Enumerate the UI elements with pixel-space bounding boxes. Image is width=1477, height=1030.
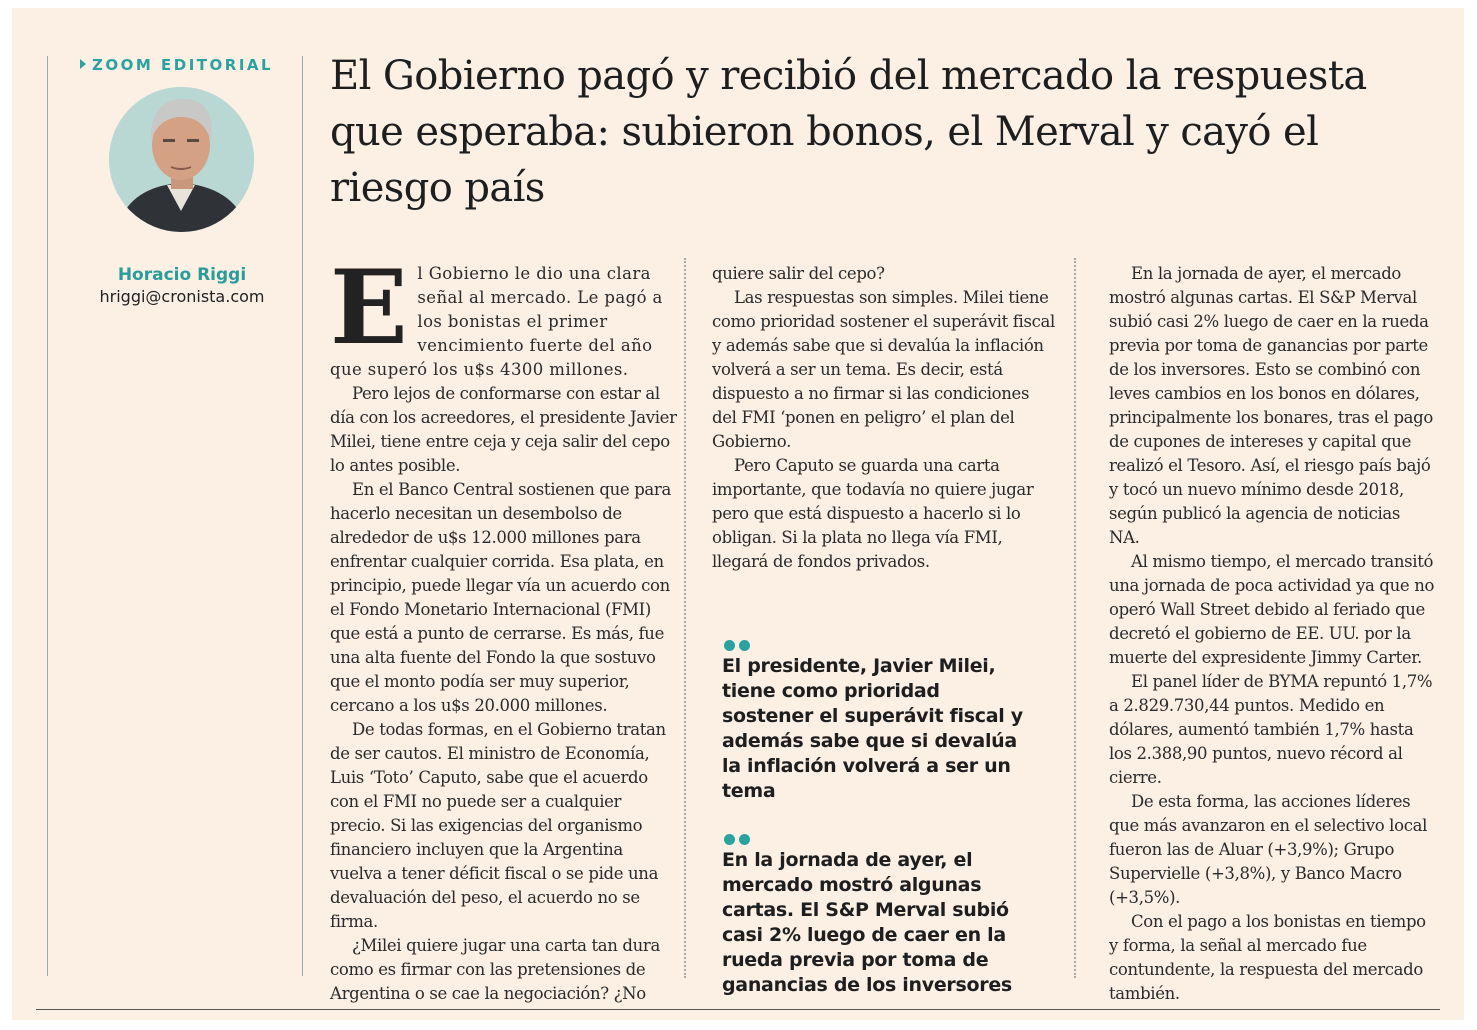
author-portrait-image <box>109 87 254 232</box>
arrow-icon <box>80 59 86 69</box>
pull-quote-marker <box>724 636 754 648</box>
column-divider <box>684 258 686 978</box>
headline: El Gobierno pagó y recibió del mercado la respuesta que esperaba: subieron bonos, el Merval y cayó el riesgo país <box>330 53 1367 211</box>
paragraph: En la jornada de ayer, el mercado mostró algunas cartas. El S&P Merval subió casi 2% luego de caer en la rueda previa por toma de ganancias por parte de los inversores. Esto se combinó con leves cambios en los bonos en dólares, principalmente los bonares, tras el pago de cupones de intereses y capital que realizó el Tesoro. Así, el riesgo país bajó y tocó un nuevo mínimo desde 2018, según publicó la agencia de noticias NA. <box>1109 264 1433 547</box>
author-photo <box>109 87 254 232</box>
dot-icon <box>739 834 750 845</box>
paragraph: El panel líder de BYMA repuntó 1,7% a 2.829.730,44 puntos. Medido en dólares, aumentó también 1,7% hasta los 2.388,90 puntos, nuevo récord al cierre. <box>1109 672 1433 787</box>
column-divider <box>1074 258 1076 978</box>
paragraph: De esta forma, las acciones líderes que más avanzaron en el selectivo local fueron las de Aluar (+3,9%); Grupo Supervielle (+3,8%), y Banco Macro (+3,5%). <box>1109 792 1428 907</box>
article-column-3 <box>1109 262 1435 1006</box>
author-email: hriggi@cronista.com <box>99 287 265 306</box>
sidebar-divider <box>302 56 303 976</box>
pull-quote: En la jornada de ayer, el mercado mostró algunas cartas. El S&P Merval subió casi 2% luego de caer en la rueda previa por toma de ganancias de los inversores <box>722 849 1012 996</box>
newspaper-page <box>12 8 1464 1020</box>
paragraph: Con el pago a los bonistas en tiempo y forma, la señal al mercado fue contundente, la respuesta del mercado también. <box>1109 912 1426 1003</box>
paragraph: En el Banco Central sostienen que para hacerlo necesitan un desembolso de alrededor de u$s 12.000 millones para enfrentar cualquier corrida. Esa plata, en principio, puede llegar vía un acuerdo con el Fondo Monetario Internacional (FMI) que está a punto de cerrarse. Es más, fue una alta fuente del Fondo la que sostuvo que el monto podía ser muy superior, cercano a los u$s 20.000 millones. <box>330 480 671 715</box>
article-column-1 <box>330 248 678 1006</box>
dot-icon <box>739 640 750 651</box>
paragraph: De todas formas, en el Gobierno tratan de ser cautos. El ministro de Economía, Luis ‘Toto’ Caputo, sabe que el acuerdo con el FMI no puede ser a cualquier precio. Si las exigencias del organismo financiero incluyen que la Argentina vuelva a tener déficit fiscal o se pide una devaluación del peso, el acuerdo no se firma. <box>330 720 666 931</box>
pull-quote: El presidente, Javier Milei, tiene como prioridad sostener el superávit fiscal y además sabe que si devalúa la inflación volverá a ser un tema <box>722 655 1023 802</box>
lead-paragraph: El Gobierno le dio una clara señal al mercado. Le pagó a los bonistas el primer vencimiento fuerte del año que superó los u$s 4300 millones. <box>330 248 663 379</box>
article-column-2 <box>712 262 1057 574</box>
drop-cap: E <box>330 248 408 368</box>
paragraph: Las respuestas son simples. Milei tiene como prioridad sostener el superávit fiscal y además sabe que si devalúa la inflación volverá a ser un tema. Es decir, está dispuesto a no firmar si las condiciones del FMI ‘ponen en peligro’ el plan del Gobierno. <box>712 288 1055 451</box>
paragraph: Pero Caputo se guarda una carta importante, que todavía no quiere jugar pero que está dispuesto a hacerlo si lo obligan. Si la plata no llega vía FMI, llegará de fondos privados. <box>712 456 1034 571</box>
bottom-rule <box>36 1009 1440 1010</box>
paragraph: Al mismo tiempo, el mercado transitó una jornada de poca actividad ya que no operó Wall Street debido al feriado que decretó el gobierno de EE. UU. por la muerte del expresidente Jimmy Carter. <box>1109 552 1435 667</box>
section-label: ZOOM EDITORIAL <box>80 56 273 74</box>
paragraph: ¿Milei quiere jugar una carta tan dura como es firmar con las pretensiones de Argentina o se cae la negociación? ¿No <box>330 936 660 1003</box>
pull-quote-marker <box>724 830 754 842</box>
dot-icon <box>724 640 735 651</box>
paragraph: quiere salir del cepo? <box>712 264 885 283</box>
paragraph: Pero lejos de conformarse con estar al día con los acreedores, el presidente Javier Milei, tiene entre ceja y ceja salir del cepo lo antes posible. <box>330 384 677 475</box>
dot-icon <box>724 834 735 845</box>
author-name: Horacio Riggi <box>117 265 247 285</box>
left-margin-rule <box>47 56 48 976</box>
